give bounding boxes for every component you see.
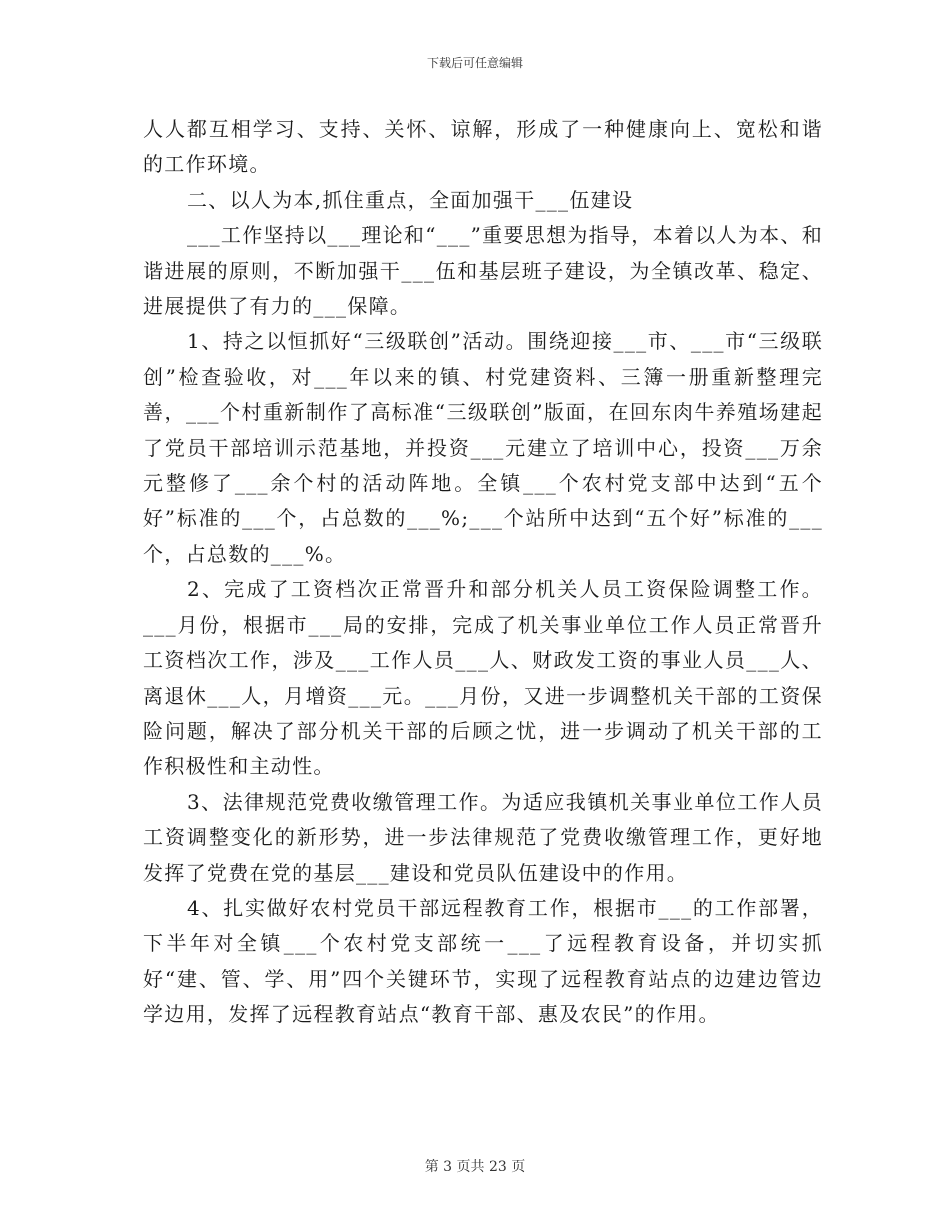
document-body <box>143 112 823 1033</box>
page-header: 下载后可任意编辑 <box>426 56 523 70</box>
paragraph-item-3: 3、法律规范党费收缴管理工作。为适应我镇机关事业单位工作人员工资调整变化的新形势，进一步法律规范了党费收缴管理工作，更好地发挥了党费在党的基层___建设和党员队伍建设中的作用。 <box>143 789 823 885</box>
paragraph-item-2: 2、完成了工资档次正常晋升和部分机关人员工资保险调整工作。___月份，根据市___局的安排，完成了机关事业单位工作人员正常晋升工资档次工作，涉及___工作人员___人、财政发工资的事业人员___人、离退休___人，月增资___元。___月份，又进一步调整机关干部的工资保险问题，解决了部分机关干部的后顾之忧，进一步调动了机关干部的工作积极性和主动性。 <box>143 577 823 779</box>
paragraph-continuation: 人人都互相学习、支持、关怀、谅解，形成了一种健康向上、宽松和谐的工作环境。 <box>143 117 823 177</box>
paragraph: ___工作坚持以___理论和“___”重要思想为指导，本着以人为本、和谐进展的原则，不断加强干___伍和基层班子建设，为全镇改革、稳定、进展提供了有力的___保障。 <box>143 223 823 319</box>
page-footer: 第 3 页共 23 页 <box>424 1159 526 1175</box>
paragraph-item-4: 4、扎实做好农村党员干部远程教育工作，根据市___的工作部署，下半年对全镇___个农村党支部统一___了远程教育设备，并切实抓好“建、管、学、用”四个关键环节，实现了远程教育站点的边建边管边学边用，发挥了远程教育站点“教育干部、惠及农民”的作用。 <box>143 895 823 1027</box>
section-heading: 二、以人为本,抓住重点，全面加强干___伍建设 <box>187 187 634 212</box>
paragraph-item-1: 1、持之以恒抓好“三级联创”活动。围绕迎接___市、___市“三级联创”检查验收，对___年以来的镇、村党建资料、三簿一册重新整理完善，___个村重新制作了高标准“三级联创”版面，在回东肉牛养殖场建起了党员干部培训示范基地，并投资___元建立了培训中心，投资___万余元整修了___余个村的活动阵地。全镇___个农村党支部中达到“五个好”标准的___个，占总数的___%;___个站所中达到“五个好”标准的___个，占总数的___%。 <box>143 329 823 566</box>
